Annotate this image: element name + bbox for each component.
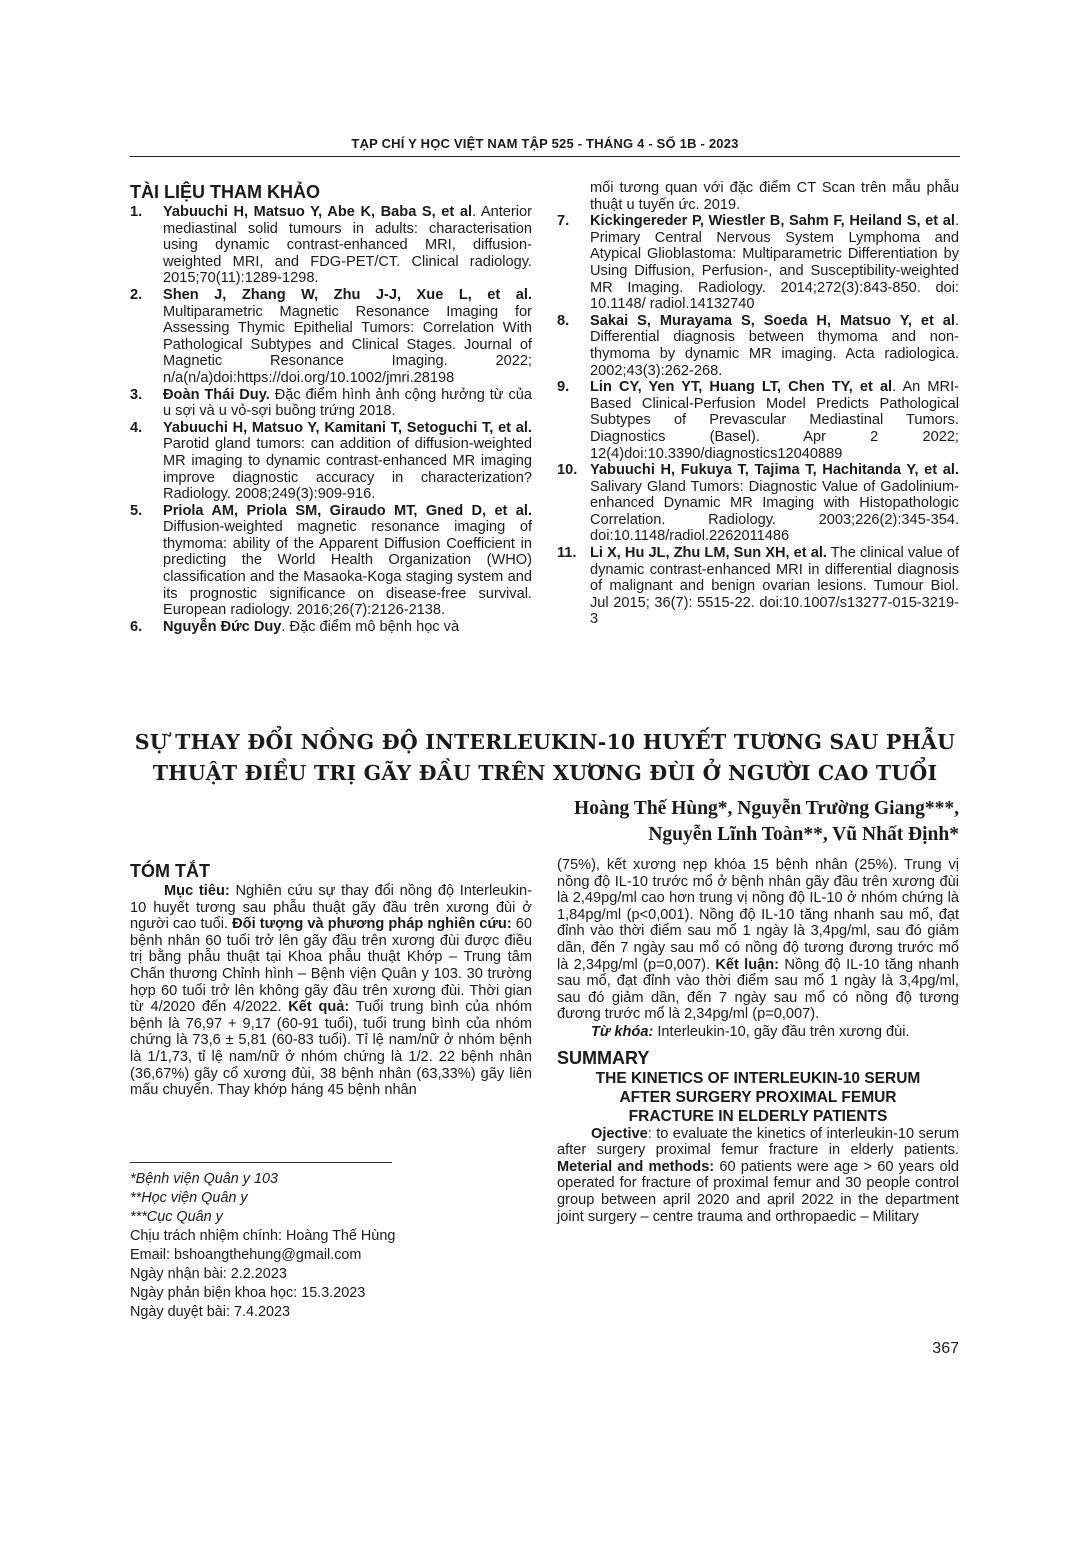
reference-authors: Yabuuchi H, Matsuo Y, Kamitani T, Setoguchi T, et al. xyxy=(163,419,532,436)
abstract-vi-paragraph xyxy=(130,883,532,1099)
reference-authors: Shen J, Zhang W, Zhu J-J, Xue L, et al. xyxy=(163,286,532,303)
reference-text: Đặc điểm hình ảnh cộng hưởng từ của u sợi và u vỏ-sợi buồng trứng 2018. xyxy=(163,386,532,420)
reference-number: 7. xyxy=(557,213,570,230)
summary-title-line: AFTER SURGERY PROXIMAL FEMUR xyxy=(619,1088,897,1106)
reference-number: 2. xyxy=(130,286,143,303)
summary-methods-label: Meterial and methods: xyxy=(557,1158,715,1175)
footnotes xyxy=(130,1170,550,1322)
methods-text: 60 bệnh nhân 60 tuổi trở lên gãy đầu trên xương đùi được điều trị bằng phẫu thuật tại Khoa phẫu thuật Khớp – Trung tâm Chấn thương Chỉnh hình – Bệnh viện Quân y 103. 30 trường hợp 60 tuổi trở lên không gãy đầu trên xương đùi. Thời gian từ 4/2020 đến 4/2022. xyxy=(130,916,532,1016)
references-heading: TÀI LIỆU THAM KHẢO xyxy=(130,182,320,202)
reference-4 xyxy=(130,420,532,503)
reference-number: 1. xyxy=(130,204,143,220)
reference-text: Salivary Gland Tumors: Diagnostic Value of Gadolinium-enhanced Dynamic MR Imaging with Histopathologic Correlation. Radiology. 2003;226(2):345-354. doi:10.1148/radiol.2262011486 xyxy=(590,478,959,545)
accepted-date: Ngày duyệt bài: 7.4.2023 xyxy=(130,1304,291,1320)
article-title-line: THUẬT ĐIỀU TRỊ GÃY ĐẦU TRÊN XƯƠNG ĐÙI Ở NGƯỜI CAO TUỔI xyxy=(152,761,938,785)
reference-number: 8. xyxy=(557,312,570,329)
results-text-continued: (75%), kết xương nẹp khóa 15 bệnh nhân (25%). Trung vị nồng độ IL-10 trước mổ ở bệnh nhân gãy đầu trên xương đùi là 2,49pg/ml cao hơn trung vị nồng độ IL-10 ở nhóm chứng là 1,84pg/ml (p<0,001). Nồng độ IL-10 tăng nhanh sau mổ, đạt đỉnh vào thời điểm sau mổ 1 ngày là 3,4pg/ml, sau đó giảm dần, đến 7 ngày sau mổ có nồng độ tương đương trước mổ là 2,34pg/ml (p=0,007). xyxy=(557,857,959,973)
reference-number: 4. xyxy=(130,419,143,436)
results-label: Kết quả: xyxy=(288,999,350,1016)
reference-text: . Đặc điểm mô bệnh học và xyxy=(281,618,460,635)
reference-text: . Differential diagnosis between thymoma and non-thymoma by dynamic MR imaging. Acta radiologica. 2002;43(3):262-268. xyxy=(590,312,959,379)
summary-objective-text: : to evaluate the kinetics of interleukin-10 serum after surgery proximal femur fracture in elderly patients. xyxy=(557,1125,959,1159)
abstract-vi-paragraph-continued xyxy=(557,857,959,1023)
reference-number: 3. xyxy=(130,386,143,403)
references-left-column xyxy=(130,182,532,635)
reference-authors: Yabuuchi H, Matsuo Y, Abe K, Baba S, et al xyxy=(163,204,473,220)
reference-text: Diffusion-weighted magnetic resonance imaging of thymoma: ability of the Apparent Diffusion Coefficient in predicting the World Health Organization (WHO) classification and the Masaoka-Koga staging system and its prognostic significance on disease-free survival. European radiology. 2016;26(7):2126-2138. xyxy=(163,519,532,619)
reference-6 xyxy=(130,619,532,636)
reference-10 xyxy=(557,462,959,545)
reference-11 xyxy=(557,545,959,628)
abstract-vi-column xyxy=(130,861,532,1099)
reference-text: Multiparametric Magnetic Resonance Imaging for Assessing Thymic Epithelial Tumors: Correlation With Pathological Subtypes and Clinical Stages. Journal of Magnetic Resonance Imaging. 2022; n/a(n/a)doi:https://doi.org/10.1002/jmri.28198 xyxy=(163,303,532,386)
reference-8 xyxy=(557,313,959,379)
summary-title xyxy=(557,1069,959,1126)
methods-label: Đối tượng và phương pháp nghiên cứu: xyxy=(232,916,512,933)
reference-authors: Lin CY, Yen YT, Huang LT, Chen TY, et al xyxy=(590,379,893,396)
reference-1 xyxy=(130,204,532,287)
email: Email: bshoangthehung@gmail.com xyxy=(130,1247,362,1263)
conclusion-label: Kết luận: xyxy=(715,956,780,973)
reference-6-continued xyxy=(557,180,959,213)
summary-objective-label: Ojective xyxy=(591,1125,648,1142)
reference-authors: Yabuuchi H, Fukuya T, Tajima T, Hachitanda Y, et al. xyxy=(590,462,959,479)
reference-text: The clinical value of dynamic contrast-enhanced MRI in differential diagnosis of malignant and benign ovarian lesions. Tumour Biol. Jul 2015; 36(7): 5515-22. doi:10.1007/s13277-015-3219-3 xyxy=(590,545,959,628)
reference-text: . Anterior mediastinal solid tumours in adults: characterisation using dynamic contrast-enhanced MRI, diffusion-weighted MRI, and FDG-PET/CT. Clinical radiology. 2015;70(11):1289-1298. xyxy=(163,204,533,287)
corresponding-author: Chịu trách nhiệm chính: Hoàng Thế Hùng xyxy=(130,1228,396,1244)
reference-authors: Sakai S, Murayama S, Soeda H, Matsuo Y, et al xyxy=(590,312,955,329)
affiliation: *Bệnh viện Quân y 103 xyxy=(130,1171,279,1187)
article-title xyxy=(110,727,980,789)
reference-authors: Nguyễn Đức Duy xyxy=(163,618,282,635)
reference-text: . Primary Central Nervous System Lymphoma and Atypical Glioblastoma: Multiparametric Differentiation by Using Diffusion, Perfusion-, and Susceptibility-weighted MR Imaging. Radiology. 2014;272(3):843-850. doi: 10.1148/ radiol.14132740 xyxy=(590,213,959,313)
running-head: TẠP CHÍ Y HỌC VIỆT NAM TẬP 525 - THÁNG 4 - SỐ 1B - 2023 xyxy=(351,136,739,151)
references-right-column xyxy=(557,180,959,628)
reference-5 xyxy=(130,503,532,619)
reference-text: . An MRI-Based Clinical-Perfusion Model Predicts Pathological Subtypes of Prevascular Mediastinal Tumors. Diagnostics (Basel). Apr 2 2022; 12(4)doi:10.3390/diagnostics12040889 xyxy=(590,379,959,462)
reference-3 xyxy=(130,387,532,420)
article-title-line: SỰ THAY ĐỔI NỒNG ĐỘ INTERLEUKIN-10 HUYẾT TƯƠNG SAU PHẪU xyxy=(134,730,956,754)
summary-paragraph xyxy=(557,1126,959,1226)
keywords-text: Interleukin-10, gãy đầu trên xương đùi. xyxy=(653,1023,910,1040)
footnote-rule xyxy=(130,1162,392,1163)
received-date: Ngày nhận bài: 2.2.2023 xyxy=(130,1266,287,1282)
reference-authors: Kickingereder P, Wiestler B, Sahm F, Heiland S, et al xyxy=(590,213,955,230)
results-text: Tuổi trung bình của nhóm bệnh là 76,97 + 9,17 (60-91 tuổi), tuổi trung bình của nhóm chứng là 73,6 ± 5,81 (60-83 tuổi). Tỉ lệ nam/nữ ở nhóm bệnh là 1/1,73, tỉ lệ nam/nữ ở nhóm chứng là 1/2. 22 bệnh nhân (36,67%) gãy cổ xương đùi, 38 bệnh nhân (63,33%) gãy liên mấu chuyển. Thay khớp háng 45 bệnh nhân xyxy=(130,999,533,1099)
keywords xyxy=(557,1024,959,1041)
page-number: 367 xyxy=(932,1340,959,1357)
objective-text: Nghiên cứu sự thay đổi nồng độ Interleukin-10 huyết tương sau phẫu thuật gãy đầu trên xương đùi ở người cao tuổi. xyxy=(130,883,532,933)
reference-number: 6. xyxy=(130,618,143,635)
summary-title-line: FRACTURE IN ELDERLY PATIENTS xyxy=(628,1107,888,1125)
abstract-continued-column xyxy=(557,857,959,1225)
header-rule xyxy=(130,156,960,157)
keywords-label: Từ khóa: xyxy=(591,1023,654,1040)
affiliation: **Học viện Quân y xyxy=(130,1190,248,1206)
conclusion-text: Nồng độ IL-10 tăng nhanh sau mổ, đạt đỉnh vào thời điểm sau mổ 1 ngày là 3,4pg/ml, sau đó giảm dần, đến 7 ngày sau mổ có nồng độ tương đương trước mổ là 2,34pg/ml (p=0,007). xyxy=(557,956,960,1023)
reference-authors: Li X, Hu JL, Zhu LM, Sun XH, et al. xyxy=(590,545,827,562)
reference-9 xyxy=(557,379,959,462)
authors-line: Nguyễn Lĩnh Toàn**, Vũ Nhất Định* xyxy=(648,824,959,845)
reference-number: 10. xyxy=(557,462,578,479)
summary-title-line: THE KINETICS OF INTERLEUKIN-10 SERUM xyxy=(595,1069,921,1087)
affiliation: ***Cục Quân y xyxy=(130,1209,223,1225)
reference-text: Parotid gland tumors: can addition of diffusion-weighted MR imaging to dynamic contrast-enhanced MR imaging improve diagnostic accuracy in characterization? Radiology. 2008;249(3):909-916. xyxy=(163,436,532,503)
reference-2 xyxy=(130,287,532,387)
reference-text: mối tương quan với đặc điểm CT Scan trên mẫu phẫu thuật u tuyến ức. 2019. xyxy=(590,180,959,213)
reference-authors: Đoàn Thái Duy. xyxy=(163,386,270,403)
reference-number: 11. xyxy=(557,545,577,562)
objective-label: Mục tiêu: xyxy=(164,883,230,899)
article-authors xyxy=(574,796,959,848)
reference-authors: Priola AM, Priola SM, Giraudo MT, Gned D, et al. xyxy=(163,502,532,519)
summary-heading: SUMMARY xyxy=(557,1047,650,1068)
reference-number: 9. xyxy=(557,379,570,396)
review-date: Ngày phản biện khoa học: 15.3.2023 xyxy=(130,1285,366,1301)
authors-line: Hoàng Thế Hùng*, Nguyễn Trường Giang***, xyxy=(574,798,959,819)
reference-7 xyxy=(557,213,959,313)
reference-number: 5. xyxy=(130,502,143,519)
abstract-vi-heading: TÓM TẮT xyxy=(130,861,210,881)
summary-methods-text: 60 patients were age > 60 years old operated for fracture of proximal femur and 30 people control group between april 2020 and april 2022 in the department joint surgery – centre trauma and orthropaedic – Military xyxy=(557,1158,959,1225)
